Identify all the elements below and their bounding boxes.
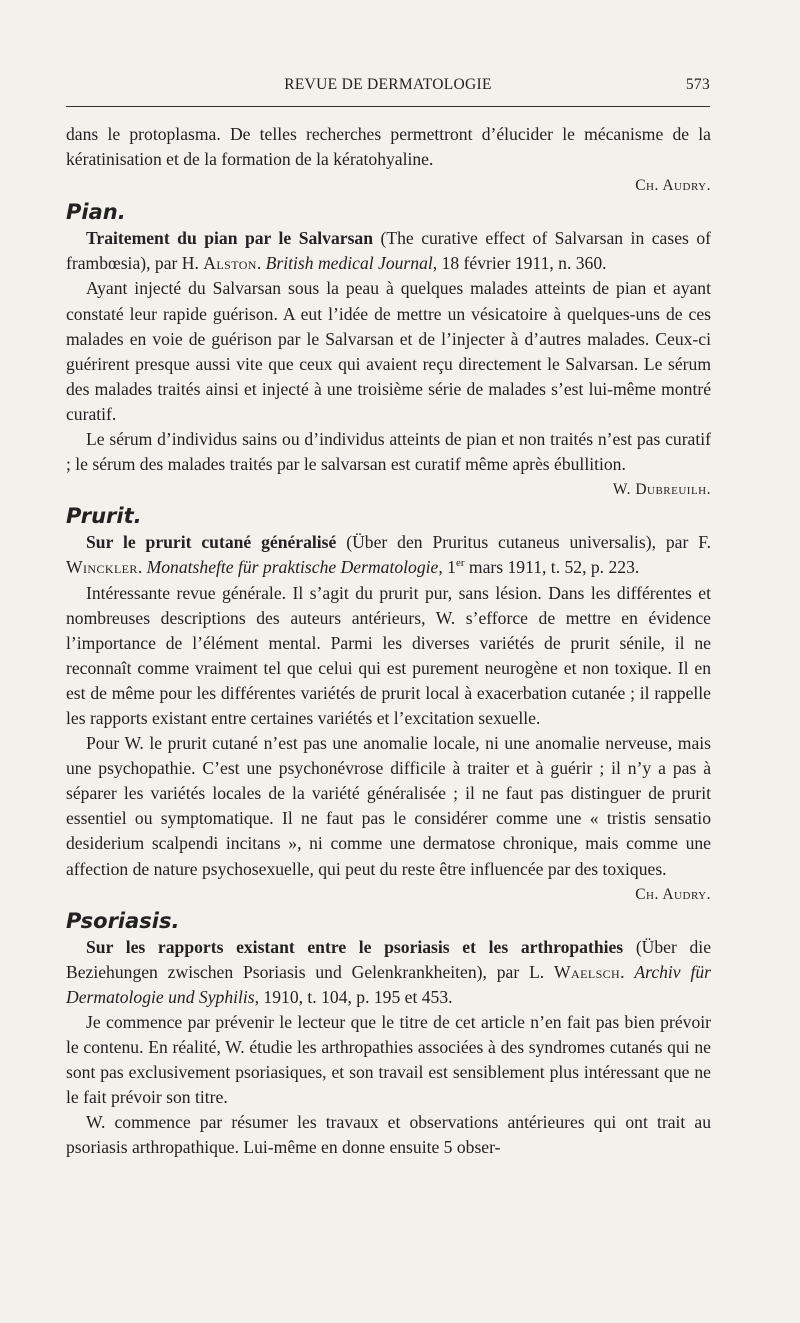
prurit-journal: Monatshefte für praktische Dermatologie, — [146, 557, 443, 578]
header-rule — [66, 106, 710, 107]
prurit-citation-sep: . — [137, 557, 147, 578]
pian-paragraph-2 — [66, 427, 711, 502]
prurit-citation-day: 1 — [442, 557, 456, 578]
pian-citation — [66, 226, 711, 276]
psoriasis-citation-text: (Über die Beziehungen zwischen Psoriasis und Gelenkrankheiten), par L. — [66, 936, 711, 982]
pian-signature: W. Dubreuilh. — [612, 481, 711, 499]
section-heading-pian: Pian. — [66, 200, 126, 225]
psoriasis-citation — [66, 935, 711, 1010]
pian-journal: British medical Journal — [265, 253, 433, 274]
section-heading-prurit: Prurit. — [66, 504, 142, 529]
prurit-author: Winckler — [66, 557, 138, 578]
pian-paragraph-2-text: Le sérum d’individus sains ou d’individus atteints de pian et non traités n’est pas curatif ; le sérum des malades traités par le salvarsan est curatif même après ébullition. — [66, 429, 711, 475]
psoriasis-article-title: Sur les rapports existant entre le psoriasis et les arthropathies — [86, 936, 624, 957]
prurit-paragraph-1: Intéressante revue générale. Il s’agit du prurit pur, sans lésion. Dans les différentes et nombreuses descriptions des auteurs antérieurs, W. s’efforce de mettre en évidence l’importance de l’élément mental. Parmi les diverses variétés de prurit sénile, il ne reconnaît comme vraiment tel que celui qui est purement neurogène et non toxique. Il en est de même pour les différentes variétés de prurit local à exacerbation cutanée ; il rappelle les rapports existant entre certaines variétés et l’excitation sexuelle. — [66, 582, 711, 728]
page-body — [66, 122, 711, 1161]
psoriasis-journal: Archiv für Dermatologie und Syphilis, — [66, 961, 711, 1007]
pian-article-title: Traitement du pian par le Salvarsan — [86, 228, 374, 249]
prurit-paragraph-2-text: Pour W. le prurit cutané n’est pas une anomalie locale, ni une anomalie nerveuse, mais une psychopathie. C’est une psychonévrose difficile à traiter et à guérir ; il n’y a pas à séparer les variétés locales de la variété généralisée ; il ne faut pas distinguer de prurit essentiel ou symptomatique. Il ne faut pas le considérer comme une « tristis sensatio desiderium scalpendi incitans », ni comme une dermatose chronique, mais comme une affection de nature psychosexuelle, qui peut du reste être influencée par des toxiques. — [66, 733, 711, 879]
pian-citation-text: (The curative effect of Salvarsan in cases of frambœsia), par H. — [66, 228, 711, 274]
pian-citation-sep: . — [256, 253, 266, 274]
pian-author: Alston — [203, 253, 257, 274]
psoriasis-paragraph-1: Je commence par prévenir le lecteur que le titre de cet article n’en fait pas bien prévoir le contenu. En réalité, W. étudie les arthropathies associées à des syndromes cutanés qui ne sont pas exclusivement psoriasiques, et son travail est sensiblement plus intéressant que ne le fait prévoir son titre. — [66, 1012, 711, 1108]
prurit-paragraph-2 — [66, 731, 711, 907]
journal-title: REVUE DE DERMATOLOGIE — [284, 76, 492, 93]
prurit-citation — [66, 530, 711, 580]
section-heading-psoriasis: Psoriasis. — [66, 908, 180, 933]
running-head — [66, 76, 710, 100]
prurit-citation-text: (Über den Pruritus cutaneus universalis), par F. — [336, 532, 711, 553]
intro-signature: Ch. Audry. — [635, 177, 711, 195]
pian-paragraph-1: Ayant injecté du Salvarsan sous la peau à quelques malades atteints de pian et ayant constaté leur rapide guérison. A eut l’idée de mettre un vésicatoire à quelques-uns de ces malades en voie de guérison par le Salvarsan et de l’injecter à d’autres malades. Ceux-ci guérirent presque aussi vite que ceux qui avaient reçu directement le Salvarsan. Le sérum des malades traités ainsi et injecté à une troisième série de malades s’est lui-même montré curatif. — [66, 278, 711, 424]
intro-signature-line — [66, 172, 711, 198]
prurit-article-title: Sur le prurit cutané généralisé — [86, 532, 337, 553]
prurit-citation-sup: er — [455, 557, 465, 570]
prurit-signature: Ch. Audry. — [635, 885, 711, 903]
prurit-citation-date: mars 1911, t. 52, p. 223. — [464, 557, 640, 578]
psoriasis-citation-sep: . — [620, 961, 635, 982]
psoriasis-citation-date: 1910, t. 104, p. 195 et 453. — [259, 986, 453, 1007]
psoriasis-paragraph-2: W. commence par résumer les travaux et observations antérieures qui ont trait au psoriasis arthropathique. Lui-même en donne ensuite 5 obser- — [66, 1112, 711, 1158]
page-number: 573 — [685, 76, 710, 93]
pian-citation-date: , 18 février 1911, n. 360. — [432, 253, 607, 274]
intro-paragraph: dans le protoplasma. De telles recherches permettront d’élucider le mécanisme de la kératinisation et de la formation de la kératohyaline. — [66, 124, 711, 170]
psoriasis-author: Waelsch — [554, 961, 621, 982]
